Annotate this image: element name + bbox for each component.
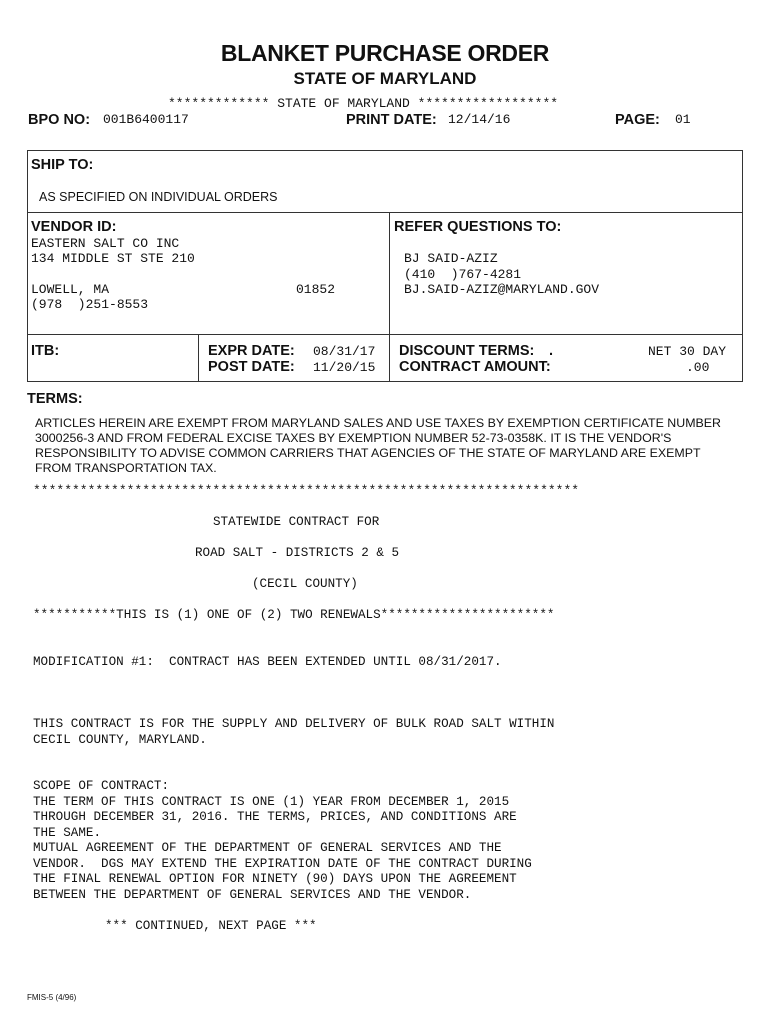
body-continued: *** CONTINUED, NEXT PAGE *** xyxy=(105,919,317,933)
print-date-label: PRINT DATE: xyxy=(346,112,437,128)
ship-to-label: SHIP TO: xyxy=(31,157,94,173)
itb-label: ITB: xyxy=(31,343,60,359)
body-scope-8: BETWEEN THE DEPARTMENT OF GENERAL SERVICES AND THE VENDOR. xyxy=(33,888,472,902)
post-date-value: 11/20/15 xyxy=(313,360,376,375)
body-scope-2: THE TERM OF THIS CONTRACT IS ONE (1) YEAR FROM DECEMBER 1, 2015 xyxy=(33,795,510,809)
print-date-value: 12/14/16 xyxy=(448,112,511,127)
expr-date-value: 08/31/17 xyxy=(313,344,376,359)
page-label: PAGE: xyxy=(615,112,660,128)
divider-vendor-refer xyxy=(389,212,390,334)
vendor-name: EASTERN SALT CO INC xyxy=(31,236,180,251)
contract-amount-label: CONTRACT AMOUNT: xyxy=(399,359,551,375)
terms-stars: ********************************************************************** xyxy=(33,483,580,498)
refer-questions-label: REFER QUESTIONS TO: xyxy=(394,219,562,235)
body-contract-2: CECIL COUNTY, MARYLAND. xyxy=(33,733,207,747)
refer-name: BJ SAID-AZIZ xyxy=(404,251,498,266)
vendor-street: 134 MIDDLE ST STE 210 xyxy=(31,251,195,266)
divider-ship xyxy=(27,212,743,213)
bpo-value: 001B6400117 xyxy=(103,112,189,127)
document-subtitle: STATE OF MARYLAND xyxy=(293,69,477,88)
page-value: 01 xyxy=(675,112,691,127)
divider-itb xyxy=(198,334,199,382)
body-scope-4: THE SAME. xyxy=(33,826,102,840)
banner-line: ************* STATE OF MARYLAND ****************** xyxy=(168,96,559,111)
body-contract-1: THIS CONTRACT IS FOR THE SUPPLY AND DELIVERY OF BULK ROAD SALT WITHIN xyxy=(33,717,555,731)
divider-discount xyxy=(389,334,390,382)
terms-label: TERMS: xyxy=(27,391,83,407)
vendor-city: LOWELL, MA xyxy=(31,282,110,297)
body-scope-6: VENDOR. DGS MAY EXTEND THE EXPIRATION DATE OF THE CONTRACT DURING xyxy=(33,857,532,871)
vendor-zip: 01852 xyxy=(296,282,336,297)
ship-to-value: AS SPECIFIED ON INDIVIDUAL ORDERS xyxy=(39,190,278,204)
body-line-county: (CECIL COUNTY) xyxy=(252,577,358,591)
body-renewals: ***********THIS IS (1) ONE OF (2) TWO RENEWALS*********************** xyxy=(33,608,555,622)
vendor-phone: (978 )251-8553 xyxy=(31,297,149,312)
discount-terms-dot: . xyxy=(549,343,554,359)
contract-amount-value: .00 xyxy=(686,360,710,375)
body-scope-7: THE FINAL RENEWAL OPTION FOR NINETY (90) DAYS UPON THE AGREEMENT xyxy=(33,872,517,886)
expr-date-label: EXPR DATE: xyxy=(208,343,295,359)
post-date-label: POST DATE: xyxy=(208,359,295,375)
vendor-id-label: VENDOR ID: xyxy=(31,219,117,235)
terms-text: ARTICLES HEREIN ARE EXEMPT FROM MARYLAND SALES AND USE TAXES BY EXEMPTION CERTIFICATE NUMBER 3000256-3 AND FROM FEDERAL EXCISE TAXES BY EXEMPTION NUMBER 52-73-0358K. IT IS THE VENDOR'S RESPONSIBILITY TO ADVISE COMMON CARRIERS THAT AGENCIES OF THE STATE OF MARYLAND ARE EXEMPT FROM TRANSPORTATION TAX. xyxy=(35,416,722,475)
body-line-road-salt: ROAD SALT - DISTRICTS 2 & 5 xyxy=(195,546,400,560)
divider-dates xyxy=(27,334,743,335)
discount-terms-value: NET 30 DAY xyxy=(648,344,727,359)
form-box xyxy=(27,150,743,382)
form-id: FMIS-5 (4/96) xyxy=(27,993,77,1002)
body-scope-5: MUTUAL AGREEMENT OF THE DEPARTMENT OF GENERAL SERVICES AND THE xyxy=(33,841,502,855)
document-title: BLANKET PURCHASE ORDER xyxy=(220,40,550,66)
body-scope-1: SCOPE OF CONTRACT: xyxy=(33,779,170,793)
bpo-label: BPO NO: xyxy=(28,112,91,128)
discount-terms-label: DISCOUNT TERMS: xyxy=(399,343,535,359)
body-line-statewide: STATEWIDE CONTRACT FOR xyxy=(213,515,380,529)
body-modification: MODIFICATION #1: CONTRACT HAS BEEN EXTENDED UNTIL 08/31/2017. xyxy=(33,655,502,669)
refer-phone: (410 )767-4281 xyxy=(404,267,522,282)
refer-email: BJ.SAID-AZIZ@MARYLAND.GOV xyxy=(404,282,600,297)
body-scope-3: THROUGH DECEMBER 31, 2016. THE TERMS, PRICES, AND CONDITIONS ARE xyxy=(33,810,517,824)
